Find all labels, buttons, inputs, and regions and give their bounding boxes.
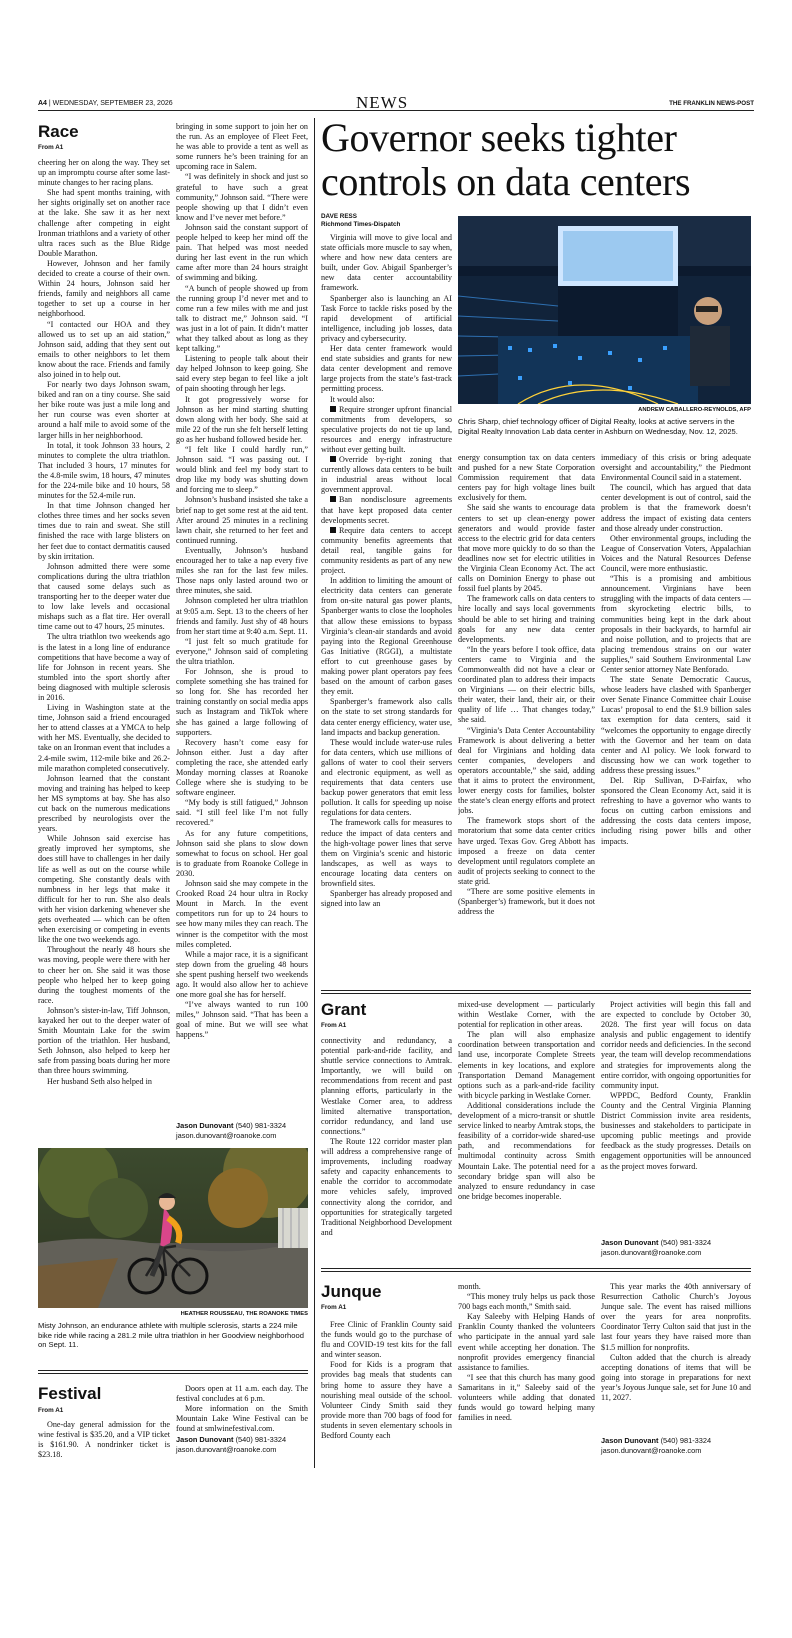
bullet-text: Require data centers to accept community benefits agreements that detail real, tangible gains for community residents as part of any new project. <box>321 525 452 576</box>
paragraph: Johnson said she may compete in the Crooked Road 24 hour ultra in Rocky Mount in March. In the event competitors run for up to 24 hours to see how many miles they can reach. The winner is the competitor with the most miles completed. <box>176 879 308 949</box>
governor-byline: DAVE RESS Richmond Times-Dispatch <box>321 213 401 228</box>
junque-column-2 <box>458 1282 595 1462</box>
paragraph: Eventually, Johnson’s husband encouraged her to take a nap every five miles she ran for the last few miles. Those naps only lasted around two or three minutes, she said. <box>176 545 308 596</box>
paragraph: Johnson admitted there were some complications during the ultra triathlon that caused some delays such as transporting her to the deeper water due to low lake levels and occasional mishaps such as a flat tire. Her overall time came out to 47 hours, 25 minutes. <box>38 561 170 632</box>
paragraph: Additional considerations include the development of a micro-transit or shuttle service linked to nearby Amtrak stops, the feasibility of a corridor-wide shared-use path, and recommendations for multimodal continuity across Smith Mountain Lake. The potential need for a secondary bridge span will also be analyzed to ensure redundancy in case one bridge becomes inoperable. <box>458 1100 595 1201</box>
paragraph: Project activities will begin this fall and are expected to conclude by October 30, 2028. The first year will focus on data analysis and public engagement to identify corridor needs and deficiencies. In the second year, the team will develop recommendations and strategies for improvements along the entire corridor, with ongoing opportunities for community input. <box>601 1000 751 1090</box>
race-from: From A1 <box>38 144 64 151</box>
paragraph: It would also: <box>330 394 375 404</box>
paragraph: Culton added that the church is already accepting donations of items that will be going into storage in preparations for next year’s Joyous Junque sale, set for June 10 and 11, 2027. <box>601 1352 751 1403</box>
paragraph: However, Johnson and her family decided to create a course of their own. Within 24 hours, Johnson said her friends, family and neighbors all came together to set up a course in her neighborhood. <box>38 258 170 319</box>
bullet-text: Override by-right zoning that currently allows data centers to be built in industrial areas without local government approval. <box>321 455 452 495</box>
paragraph: “My body is still fatigued,” Johnson said. “I still feel like I’m not fully recovered.” <box>176 798 308 828</box>
bullet-item <box>321 495 452 525</box>
paragraph: connectivity and redundancy, a potential park-and-ride facility, and shuttle service connections to Amtrak. Importantly, we will build on recommendations from recent and past planning efforts, particularly in the Westlake Corner area, to address limited alternative transportation, corridor redundancy, and land use connections.” <box>321 1036 452 1136</box>
bullet-item <box>321 405 452 455</box>
square-bullet-icon <box>330 406 336 412</box>
paragraph: Johnson’s husband insisted she take a brief nap to get some rest at the aid tent. After around 25 minutes in a reclining lawn chair, she returned to her feet and continued running. <box>176 495 308 545</box>
paragraph: In total, it took Johnson 33 hours, 2 minutes to complete the ultra triathlon. That included 3 hours, 17 minutes for the 4.8-mile swim, 18 hours, 47 minutes for the 224-mile bike and 10 hours, 58 minutes for the 52.4-mile run. <box>38 440 170 501</box>
paragraph: “I see that this church has many good Samaritans in it,” Saleeby said of the volunteers while adding that donated funds would go toward helping many families in need. <box>458 1372 595 1423</box>
paragraph: cheering her on along the way. They set up an impromptu course after some last-minute changes to her racing plans. <box>38 158 170 188</box>
paragraph: Virginia will move to give local and state officials more muscle to say when, where and how new data centers are built, under Gov. Abigail Spanberger’s new data center accountability framework. <box>321 233 452 293</box>
paragraph: “I felt like I could hardly run,” Johnson said. “I was passing out. I would blink and feel my body start to drop like my body was shutting down and forcing me to sleep.” <box>176 445 308 495</box>
paragraph: The state Senate Democratic Caucus, whose leaders have clashed with Spanberger over Senate Finance Committee chair Louise Lucas’ proposal to end the $1.9 billion sales tax exemption for data centers, said it “welcomes the opportunity to engage directly with the Governor and her team on data center and AI policy. We look forward to discussing how we can work together to address these pressing issues.” <box>601 675 751 775</box>
festival-from: From A1 <box>38 1407 64 1414</box>
paragraph: The plan will also emphasize coordination between transportation and land use, incorporate Complete Streets elements in key locations, and explore Transportation Demand Management options such as a park-and-ride facility with bicycle parking in Westlake Corner. <box>458 1030 595 1100</box>
paragraph: She said she wants to encourage data centers to set up clean-energy power generators and would provide faster access to the electric grid for data centers that move more quickly to do so than the deadlines now set for electric utilities in the Virginia Clean Economy Act. The act calls on Dominion Energy to phase out fossil fuel plants by 2045. <box>458 503 595 594</box>
race-photo <box>38 1148 308 1308</box>
governor-column-3 <box>601 453 751 986</box>
junque-column-3 <box>601 1282 751 1428</box>
paragraph: For Johnson, she is proud to complete something she has trained for so long for. She has recorded her training constantly on social media apps such as Instagram and TikTok where she has gained a large following of supporters. <box>176 667 308 737</box>
paragraph: In that time Johnson changed her clothes three times and her socks seven times due to rain and sweat. She still finished the race with large blisters on her feet due to contact dermatitis caused by skin irritation. <box>38 501 170 561</box>
paragraph: “I contacted our HOA and they allowed us to set up an aid station,” Johnson said, adding that they sent out emails to other neighbors to let them know about the race. Friends and family also joined in to help out. <box>38 319 170 379</box>
governor-photo-credit: ANDREW CABALLERO-REYNOLDS, AFP <box>638 407 751 413</box>
grant-column-2 <box>458 1000 595 1258</box>
paragraph: Other environmental groups, including the League of Conservation Voters, Appalachian Voices and the Natural Resources Defense Council, were more enthusiastic. <box>601 533 751 574</box>
paragraph: Spanberger’s framework also calls on the state to set strong standards for data center energy efficiency, water use, land impacts and backup generation. <box>321 697 452 737</box>
paragraph: These would include water-use rules for data centers, which use millions of gallons of water to cool their servers and electronic equipment, as well as requirements that data centers use backup power generators that emit less pollution. It calls for speeding up noise regulations for data centers. <box>321 737 452 818</box>
paragraph: It got progressively worse for Johnson as her mind starting shutting down along with her body. She said at mile 22 of the run she felt herself letting go as her husband followed beside her. <box>176 394 308 444</box>
paragraph: “There are some positive elements in (Spanberger’s) framework, but it does not address the <box>458 887 595 917</box>
paragraph: The framework calls for measures to reduce the impact of data centers and the high-voltage power lines that serve them on Virginia’s scenic and historic landscapes, as well as ways to encourage locating data centers on brownfield sites. <box>321 818 452 888</box>
governor-column-2 <box>458 453 595 986</box>
paragraph: Her husband Seth also helped in <box>47 1076 152 1086</box>
paragraph: “A bunch of people showed up from the running group I’d never met and to come run a few miles with me and just talk to distract me,” Johnson said. “I was just in a lot of pain. It didn’t matter what they talked about as long as they kept talking.” <box>176 283 308 354</box>
junque-rule <box>321 1268 751 1272</box>
junque-column-1 <box>321 1320 452 1462</box>
race-column-1 <box>38 158 170 1172</box>
paragraph: Listening to people talk about their day helped Johnson to keep going. She said every step began to feel like a jolt of pain shooting through her legs. <box>176 354 308 394</box>
paragraph: Living in Washington state at the time, Johnson said a friend encouraged her to attend classes at a YMCA to help with her MS. Eventually, she decided to take on an Ironman event that includes a 2.4-mile swim, 112-mile bike and 26.2-mile marathon completed consecutively. <box>38 703 170 773</box>
header-rule <box>38 110 754 111</box>
paragraph: In addition to limiting the amount of electricity data centers can generate from on-site natural gas power plants, Spanberger wants to close the loopholes that allow these emissions to bypass Virginia’s clean-air standards and avoid paying into the Regional Greenhouse Gas Initiative (RGGI), a multistate effort to cut greenhouse gases by making power plant operators pay fees based on the amount of carbon gases they emit. <box>321 576 452 697</box>
junque-from: From A1 <box>321 1304 347 1311</box>
paragraph: As for any future competitions, Johnson said she plans to slow down somewhat to focus on school. Her goal is to graduate from Roanoke College in 2030. <box>176 828 308 878</box>
column-divider <box>314 118 315 1468</box>
governor-headline: Governor seeks tighter controls on data centers <box>321 115 691 204</box>
governor-photo <box>458 216 751 404</box>
section-name: NEWS <box>356 93 409 112</box>
paragraph: The ultra triathlon two weekends ago is the latest in a long line of endurance competitions that have become a way of life for Johnson in recent years. She stumbled into the sport shortly after being diagnosed with multiple sclerosis in 2016. <box>38 632 170 702</box>
bullet-text: Require stronger upfront financial commitments from developers, so speculative projects do not tie up land, resources and energy infrastructure without ever getting built. <box>321 404 452 454</box>
festival-column-2 <box>176 1384 308 1434</box>
paragraph: Free Clinic of Franklin County said the funds would go to the purchase of flu and COVID-19 test kits for the fall and winter season. <box>321 1320 452 1360</box>
paragraph: Kay Saleeby with Helping Hands of Franklin County thanked the volunteers who participate in the annual yard sale event while accepting her donation. The nonprofit provides emergency financial assistance to families. <box>458 1312 595 1372</box>
paragraph: “I’ve always wanted to run 100 miles,” Johnson said. “That has been a goal of mine. But we will see what happens.” <box>176 1000 308 1040</box>
cyclist-image <box>38 1148 308 1308</box>
paragraph: For nearly two days Johnson swam, biked and ran on a tiny course. She said her bike route was just a mile long and her run course was even shorter at around a half mile to avoid some of the larger hills in her neighborhood. <box>38 380 170 440</box>
governor-column-1 <box>321 233 452 982</box>
grant-kicker: Grant <box>321 1000 367 1019</box>
paragraph: Food for Kids is a program that provides bag meals that students can bring home to assure they have a nourishing meal outside of the school. Volunteer Cindy Smith said they provide more than 700 bags of food for students in seven elementary schools in Bedford County each <box>321 1360 452 1441</box>
festival-signature: Jason Dunovant (540) 981-3324 jason.dunovant@roanoke.com <box>176 1435 287 1454</box>
bullet-item <box>321 526 452 576</box>
race-signature: Jason Dunovant (540) 981-3324 jason.dunovant@roanoke.com <box>176 1121 287 1140</box>
paragraph: Johnson learned that the constant moving and training has helped to keep her MS symptoms at bay. She has also cut back on the numerous medications prescribed by neurologists over the years. <box>38 773 170 834</box>
paragraph: “In the years before I took office, data centers came to Virginia and the Commonwealth did not have a clear or coordinated plan to address their impacts on Virginians — on their electric bills, their water, their land, their air, or their quality of life … That changes today,” she said. <box>458 644 595 725</box>
governor-photo-caption: Chris Sharp, chief technology officer of Digital Realty, looks at active servers in the Digital Realty Innovation Lab data center in Ashburn on Wednesday, Nov. 12, 2025. <box>458 417 738 436</box>
paragraph: Johnson said the constant support of people helped to keep her mind off the pain. That helped was most needed during her last event in the run which came after more than 24 hours straight of swimming and biking. <box>176 222 308 283</box>
paragraph: Spanberger has already proposed and signed into law an <box>321 889 452 909</box>
paragraph: “I just felt so much gratitude for everyone,” Johnson said of completing the ultra triathlon. <box>176 636 308 666</box>
grant-column-3 <box>601 1000 751 1230</box>
paragraph: Johnson completed her ultra triathlon at 9:05 a.m. Sept. 13 to the cheers of her friends and family. Just shy of 48 hours from her start time at 9:40 a.m. Sept. 11. <box>176 596 308 636</box>
race-photo-credit: HEATHER ROUSSEAU, THE ROANOKE TIMES <box>180 1311 308 1317</box>
paragraph: energy consumption tax on data centers and pushed for a new State Corporation Commission requirement that data centers pay for high voltage lines built exclusively for them. <box>458 453 595 503</box>
paragraph: Throughout the nearly 48 hours she was moving, people were there with her to cheer her on. She said it was those people who helped her to keep going during the toughest moments of the race. <box>38 945 170 1005</box>
square-bullet-icon <box>330 496 336 502</box>
paragraph: “This is a promising and ambitious announcement. Virginians have been struggling with the impacts of data centers — from skyrocketing electric bills, to communities being kept in the dark about proposals in their backyards, to harmful air and noise pollution, and to projects that are placing tremendous strains on our water supplies,” said Southern Environmental Law Center senior attorney Nate Benforado. <box>601 574 751 674</box>
paragraph: More information on the Smith Mountain Lake Wine Festival can be found at smlwinefestival.com. <box>176 1404 308 1434</box>
paragraph: The framework calls on data centers to hire locally and says local governments should be able to set hiring and training goals for any new data center developments. <box>458 594 595 644</box>
paragraph: “Virginia’s Data Center Accountability Framework is about delivering a better deal for Virginians and holding data center companies, developers and operators accountable,” she said, adding that it aims to protect the environment, lower energy costs for families, bolster the state’s clean energy efforts and protect jobs. <box>458 725 595 816</box>
paragraph: “I was definitely in shock and just so grateful to have such a great community,” Johnson said. “There were people showing up that I didn’t even know and I’ve never met before.” <box>176 172 308 222</box>
festival-kicker: Festival <box>38 1384 102 1403</box>
paragraph: mixed-use development — particularly within Westlake Corner, with the potential for replication in other areas. <box>458 1000 595 1030</box>
paragraph: Her data center framework would end state subsidies and grants for new data center development and remove large projects from the state’s fast-track permitting process. <box>321 344 452 394</box>
square-bullet-icon <box>330 527 336 533</box>
paragraph: Recovery hasn’t come easy for Johnson either. Just a day after completing the race, she attended early Monday morning classes at Roanoke College where she is studying to be software engineer. <box>176 737 308 798</box>
paragraph: Doors open at 11 a.m. each day. The festival concludes at 6 p.m. <box>176 1384 308 1404</box>
paragraph: WPPDC, Bedford County, Franklin County and the Central Virginia Planning District Commission invite area residents, businesses and stakeholders to participate in upcoming public meetings and provide feedback as the study progresses. Details on engagement opportunities will be announced as the project moves forward. <box>601 1090 751 1171</box>
paragraph: immediacy of this crisis or bring adequate oversight and accountability,” the Piedmont Environmental Council said in a statement. <box>601 453 751 483</box>
festival-rule <box>38 1370 308 1374</box>
paragraph: Spanberger also is launching an AI Task Force to tackle risks posed by the rapid development of artificial intelligence, including job losses, data privacy and cybersecurity. <box>321 293 452 343</box>
race-photo-caption: Misty Johnson, an endurance athlete with multiple sclerosis, starts a 224 mile bike ride while racing a 281.2 mile ultra triathlon in her Goodview neighborhood on Sept. 11. <box>38 1321 304 1350</box>
paragraph: While Johnson said exercise has greatly improved her symptoms, she does still have to challenges in her daily life as well as out on the course while competing. She constantly deals with numbness in her legs that make it difficult for her to run. She also deals with her vision darkening whenever she gets overheated — which can be often when exercising or competing in events like the one two weekends ago. <box>38 834 170 945</box>
junque-kicker: Junque <box>321 1282 382 1301</box>
paragraph: Del. Rip Sullivan, D-Fairfax, who sponsored the Clean Economy Act, said it is refreshing to have a governor who wants to focus on cutting carbon emissions and addressing the costs data centers impose, including rising power bills and other impacts. <box>601 776 751 846</box>
paragraph: month. <box>458 1282 481 1291</box>
paragraph: The council, which has argued that data center development is out of control, said the problem is that the framework doesn’t address the impact of existing data centers and those already under construction. <box>601 483 751 533</box>
paragraph: Johnson’s sister-in-law, Tiff Johnson, kayaked her out to the deeper water of Smith Mountain Lake for the swim portion of the triathlon. Her husband, Seth Johnson, also helped to keep her safe from passing boats during her more than three hours swimming. <box>38 1005 170 1076</box>
grant-rule <box>321 990 751 994</box>
grant-from: From A1 <box>321 1022 347 1029</box>
paragraph: The framework stops short of the moratorium that some data center critics have urged. Texas Gov. Greg Abbott has imposed a freeze on data center development until regulators complete an audit of projects seeking to connect to the state grid. <box>458 816 595 886</box>
paragraph: While a major race, it is a significant step down from the grueling 48 hours she spent pushing herself two weekends ago. It would also allow her to achieve one more goal she has for herself. <box>176 949 308 1000</box>
festival-column-1 <box>38 1420 170 1480</box>
page-folio: A4 | WEDNESDAY, SEPTEMBER 23, 2026 <box>38 100 173 107</box>
data-center-image <box>458 216 751 404</box>
square-bullet-icon <box>330 456 336 462</box>
grant-signature: Jason Dunovant (540) 981-3324 jason.dunovant@roanoke.com <box>601 1238 712 1257</box>
grant-column-1 <box>321 1036 452 1258</box>
race-kicker: Race <box>38 122 79 141</box>
bullet-text: Ban nondisclosure agreements that have kept proposed data center developments secret. <box>321 495 452 525</box>
junque-signature: Jason Dunovant (540) 981-3324 jason.dunovant@roanoke.com <box>601 1436 712 1455</box>
paragraph: One-day general admission for the wine festival is $35.20, and a VIP ticket is $161.90. A nondrinker ticket is $23.18. <box>38 1420 170 1460</box>
race-column-2 <box>176 122 308 1152</box>
paragraph: She had spent months training, with her sights originally set on another race at the lake. She saw it as her next challenge after competing in eight Ironman triathlons and a variety of other ultra races such as the Blue Ridge Double Marathon. <box>38 188 170 258</box>
paragraph: bringing in some support to join her on the run. As an employee of Fleet Feet, he was able to provide a tent as well as some runners he’s been training for an upcoming race in Salem. <box>176 122 308 172</box>
paragraph: This year marks the 40th anniversary of Resurrection Catholic Church’s Joyous Junque sale. The event has raised millions over the years for area nonprofits. Coordinator Terry Culton said that just in the last four years they have raised more than $1.5 million for nonprofits. <box>601 1282 751 1352</box>
newspaper-name: THE FRANKLIN NEWS-POST <box>669 100 754 107</box>
paragraph: The Route 122 corridor master plan will address a comprehensive range of improvements, including roadway safety and capacity enhancements to enable the corridor to accommodate more vehicles safely, improved connectivity along the corridor, and opportunities for strategically targeted Traditional Neighborhood Development and <box>321 1136 452 1237</box>
bullet-item <box>321 455 452 495</box>
paragraph: “This money truly helps us pack those 700 bags each month,” Smith said. <box>458 1292 595 1312</box>
